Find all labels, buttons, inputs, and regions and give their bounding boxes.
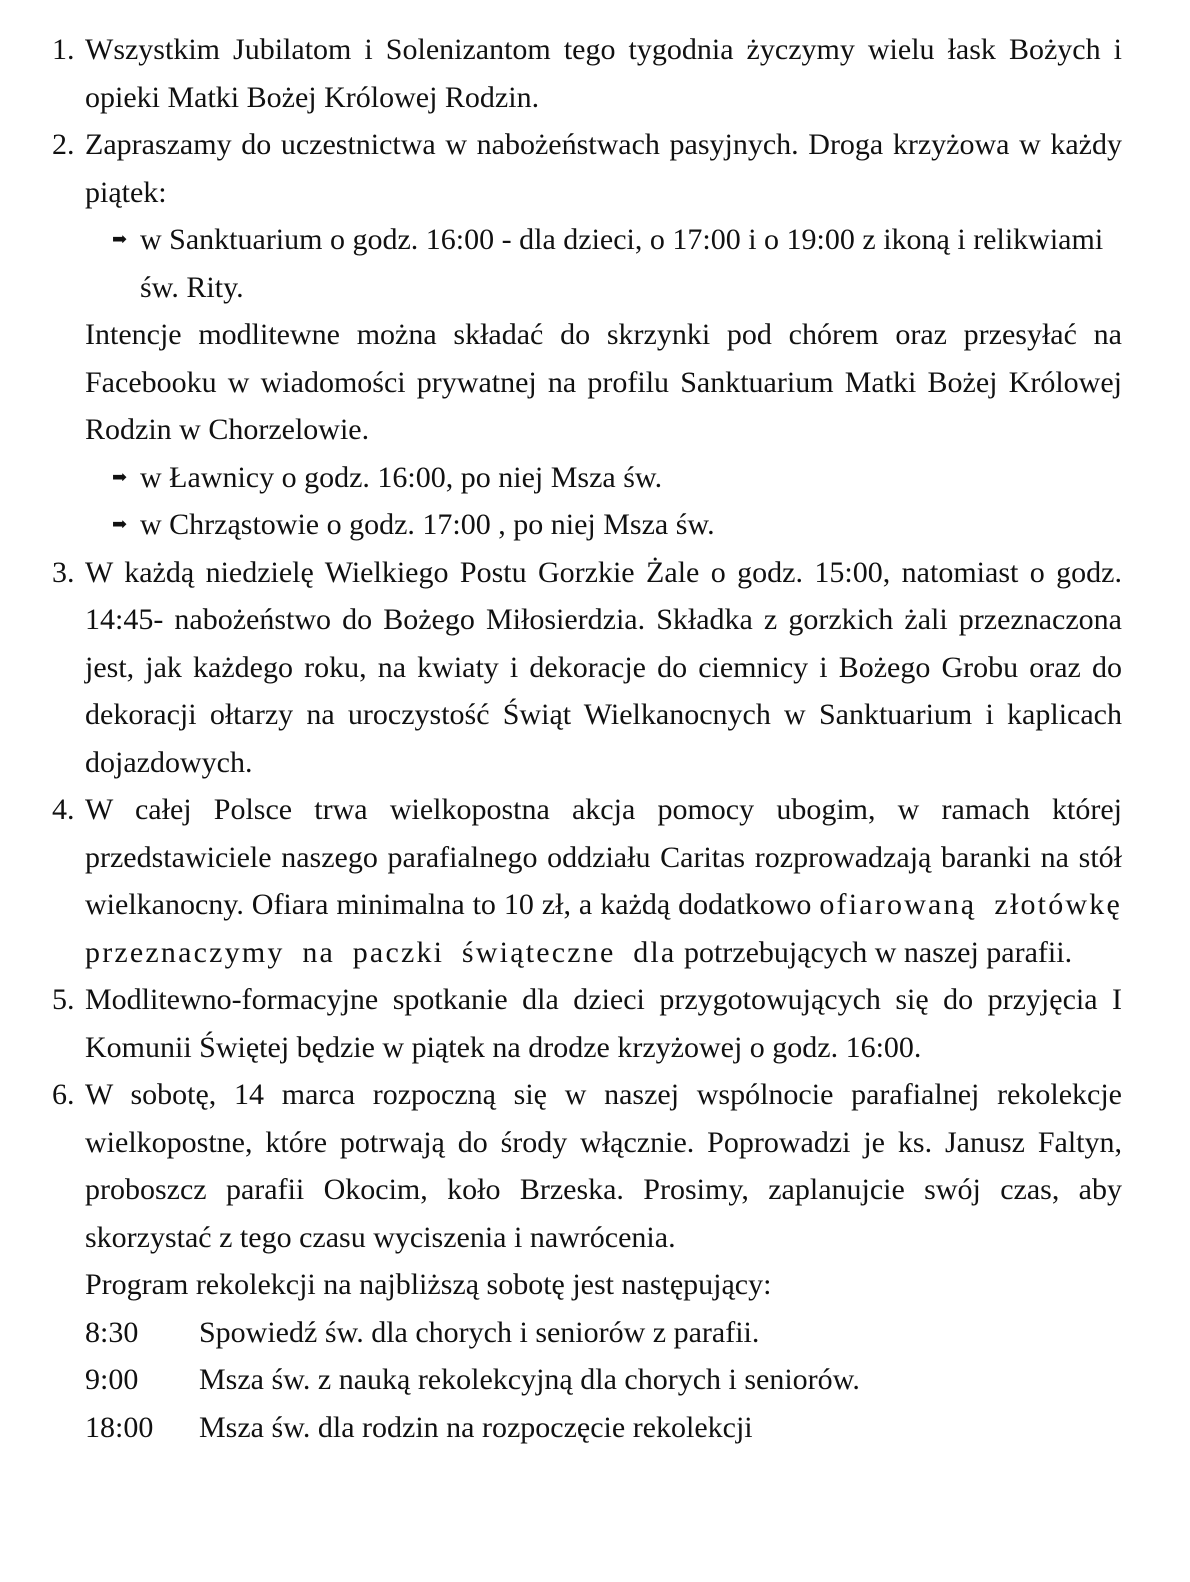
parish-announcements-document xyxy=(52,26,1122,1451)
announcement-text: Modlitewno-formacyjne spotkanie dla dzieci przygotowujących się do przyjęcia I Komunii Świętej będzie w piątek na drodze krzyżowej o godz. 16:00. xyxy=(85,983,1122,1064)
announcement-text-part: potrzebujących w naszej parafii. xyxy=(683,935,1073,969)
intentions-text: Intencje modlitewne można składać do skrzynki pod chórem oraz przesyłać na Facebooku w wiadomości prywatnej na profilu Sanktuarium Matki Bożej Królowej Rodzin w Chorzelowie. xyxy=(85,318,1122,446)
announcement-6 xyxy=(52,1071,1122,1451)
program-intro: Program rekolekcji na najbliższą sobotę jest następujący: xyxy=(85,1268,772,1301)
announcement-text: Zapraszamy do uczestnictwa w nabożeństwach pasyjnych. Droga krzyżowa w każdy piątek: xyxy=(85,128,1122,209)
schedule-time: 9:00 xyxy=(85,1363,139,1396)
list-item-text: w Sanktuarium o godz. 16:00 - dla dzieci, o 17:00 i o 19:00 z ikoną i relikwiami św. Rity. xyxy=(140,223,1104,304)
schedule-time: 8:30 xyxy=(85,1315,139,1349)
announcement-text: W każdą niedzielę Wielkiego Postu Gorzkie Żale o godz. 15:00, natomiast o godz. 14:45- nabożeństwo do Bożego Miłosierdzia. Składka z gorzkich żali przeznaczona jest, jak każdego roku, na kwiaty i dekoracje do ciemnicy i Bożego Grobu oraz do dekoracji ołtarzy na uroczystość Świąt Wielkanocnych w Sanktuarium i kaplicach dojazdowych. xyxy=(85,555,1122,779)
announcement-number: 4. xyxy=(52,793,75,826)
announcement-text-part: W całej Polsce trwa wielkopostna akcja pomocy ubogim, w ramach której przedstawiciele naszego parafialnego oddziału Caritas rozprowadzają baranki na stół wielkanocny. Ofiara minimalna to 10 zł, a każdą dodatkowo xyxy=(85,793,1122,921)
list-item-text: w Ławnicy o godz. 16:00, po niej Msza św. xyxy=(140,460,663,494)
schedule-description: Spowiedź św. dla chorych i seniorów z parafii. xyxy=(199,1315,760,1349)
chapels-list xyxy=(85,454,1122,549)
announcement-text: Wszystkim Jubilatom i Solenizantom tego tygodnia życzymy wielu łask Bożych i opieki Matki Bożej Królowej Rodzin. xyxy=(85,33,1122,114)
schedule-time: 18:00 xyxy=(85,1410,154,1444)
arrow-right-icon: ➡ xyxy=(112,514,128,534)
announcement-4 xyxy=(52,786,1122,976)
announcement-number: 2. xyxy=(52,128,75,161)
arrow-right-icon: ➡ xyxy=(112,229,128,249)
announcement-3 xyxy=(52,549,1122,787)
schedule-description: Msza św. dla rodzin na rozpoczęcie rekolekcji xyxy=(199,1410,753,1444)
list-item-text: w Chrząstowie o godz. 17:00 , po niej Msza św. xyxy=(140,508,715,541)
announcement-number: 3. xyxy=(52,555,75,589)
schedule-row xyxy=(85,1356,1122,1404)
announcement-text-part: ofiarowaną złotówkę przeznaczymy na paczki świąteczne dla xyxy=(85,888,1123,969)
schedule-row xyxy=(85,1309,1122,1357)
list-item xyxy=(85,501,1122,549)
schedule-row xyxy=(85,1404,1122,1452)
schedule-description: Msza św. z nauką rekolekcyjną dla chorych i seniorów. xyxy=(199,1363,860,1396)
announcement-number: 6. xyxy=(52,1078,75,1111)
list-item xyxy=(85,454,1122,502)
stations-of-cross-list xyxy=(85,216,1122,311)
arrow-right-icon: ➡ xyxy=(112,466,128,487)
announcement-5 xyxy=(52,976,1122,1071)
announcement-text xyxy=(85,786,1122,976)
announcements-list xyxy=(52,26,1122,1451)
retreat-schedule xyxy=(85,1309,1122,1452)
announcement-2 xyxy=(52,121,1122,549)
announcement-1 xyxy=(52,26,1122,121)
announcement-number: 1. xyxy=(52,33,75,66)
list-item xyxy=(85,216,1122,311)
announcement-number: 5. xyxy=(52,983,75,1016)
announcement-text: W sobotę, 14 marca rozpoczną się w naszej wspólnocie parafialnej rekolekcje wielkopostne, które potrwają do środy włącznie. Poprowadzi je ks. Janusz Faltyn, proboszcz parafii Okocim, koło Brzeska. Prosimy, zaplanujcie swój czas, aby skorzystać z tego czasu wyciszenia i nawrócenia. xyxy=(85,1078,1122,1254)
